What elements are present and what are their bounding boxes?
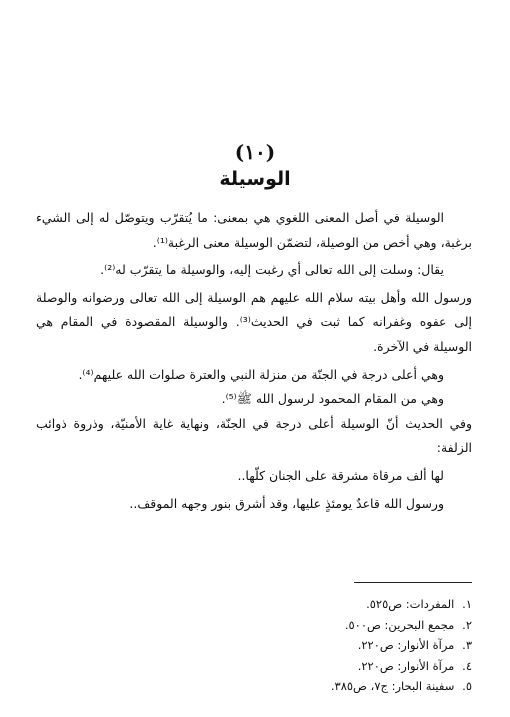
footnote-text: المفردات: ص٥٢٥. xyxy=(366,597,455,611)
chapter-title: الوسيلة xyxy=(219,168,291,190)
footnote-text: مرآة الأنوار: ص٢٢٠. xyxy=(357,658,455,673)
footnote-number: ٣. xyxy=(462,638,472,652)
footnotes-list xyxy=(172,594,472,697)
footnote-text: سفينة البحار: ج٧، ص٣٨٥. xyxy=(330,679,455,693)
footnote-item xyxy=(172,615,472,636)
footnote-number: ٢. xyxy=(462,617,472,632)
footnote-item xyxy=(172,594,472,615)
footnote-item xyxy=(172,676,472,697)
paragraph-praised-station: وهي من المقام المحمود لرسول الله ﷺ⁽⁵⁾. xyxy=(221,391,444,407)
paragraph-hadith: وفي الحديث أنّ الوسيلة أعلى درجة في الجنّة، ونهاية غاية الأمنيّة، وذروة ذوائب الزلفة: xyxy=(36,415,472,456)
footnote-number: ٥. xyxy=(462,679,472,693)
paragraph-steps: لها ألف مرقاة مشرقة على الجنان كلّها.. xyxy=(237,467,444,483)
footnote-number: ٤. xyxy=(462,658,472,673)
paragraph-prophet-family: ورسول الله وأهل بيته سلام الله عليهم هم الوسيلة إلى الله تعالى ورضوانه والوصلة إلى عفوه وغفرانه كما ثبت في الحديث⁽³⁾. والوسيلة المقصودة في المقام هي الوسيلة في الآخرة. xyxy=(36,289,472,354)
footnote-item xyxy=(172,656,472,677)
paragraph-usage: يقال: وسلت إلى الله تعالى أي رغبت إليه، والوسيلة ما يتقرّب له⁽²⁾. xyxy=(100,262,444,278)
paragraph-definition: الوسيلة في أصل المعنى اللغوي هي بمعنى: ما يُتقرّب ويتوصّل له إلى الشيء برغبة، وهي أخص من الوصيلة، لتضمّن الوسيلة معنى الرغبة⁽¹⁾. xyxy=(36,210,472,250)
paragraph-prophet-seated: ورسول الله قاعدٌ يومئذٍ عليها، وقد أشرق بنور وجهه الموقف.. xyxy=(129,495,444,511)
footnote-number: ١. xyxy=(462,597,472,611)
chapter-number: (١٠) xyxy=(234,140,276,164)
footnote-item xyxy=(172,635,472,656)
paragraph-highest-degree: وهي أعلى درجة في الجنّة من منزلة النبي والعترة صلوات الله عليهم⁽⁴⁾. xyxy=(78,366,444,382)
body-text xyxy=(36,206,472,516)
footnote-text: مجمع البحرين: ص٥٠٠. xyxy=(344,617,455,632)
footnote-text: مرآة الأنوار: ص٢٢٠. xyxy=(357,638,455,652)
footnote-divider xyxy=(354,582,472,583)
